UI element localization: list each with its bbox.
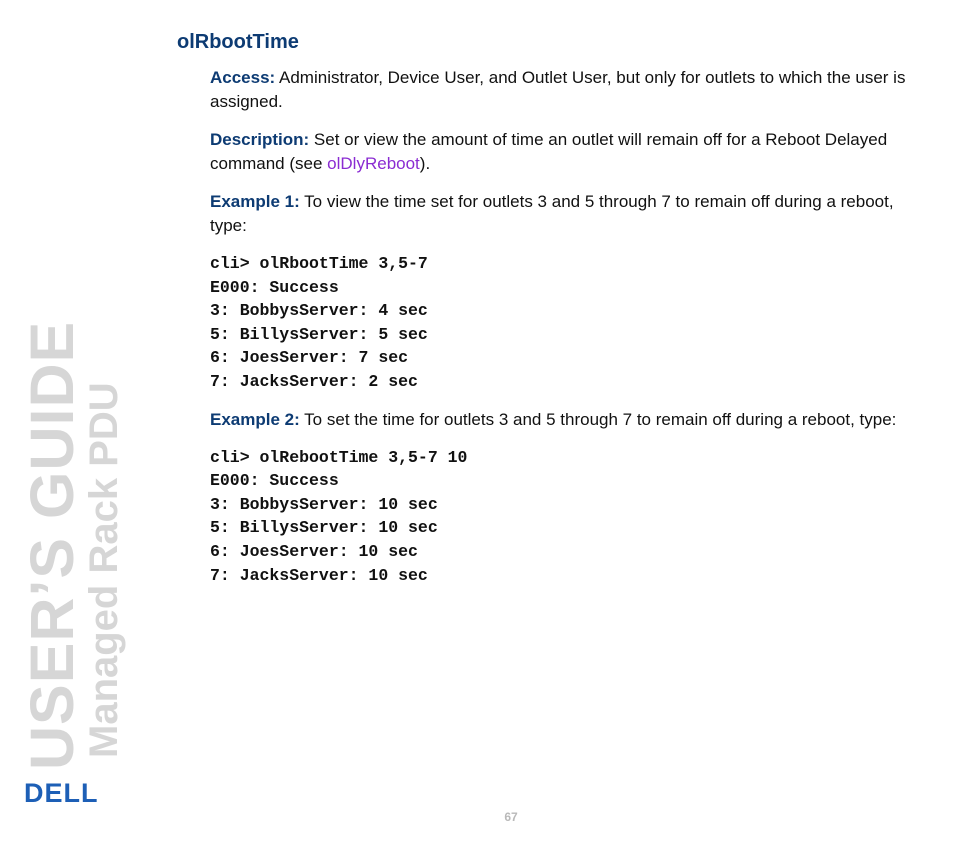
code-line: 3: BobbysServer: 10 sec (210, 494, 438, 514)
example1-label: Example 1: (210, 192, 300, 211)
example2-paragraph (210, 408, 910, 432)
page-title: olRbootTime (177, 31, 299, 53)
code-line: 6: JoesServer: 7 sec (210, 348, 409, 368)
access-paragraph (210, 66, 910, 114)
sidebar-title: USER’S GUIDE (18, 320, 86, 770)
code-line: 7: JacksServer: 2 sec (210, 371, 418, 391)
code-line: 3: BobbysServer: 4 sec (210, 301, 428, 321)
code-line: cli> olRebootTime 3,5-7 10 (210, 447, 468, 467)
access-label: Access: (210, 68, 276, 87)
dell-logo (24, 778, 112, 806)
code-line: E000: Success (210, 277, 339, 297)
content-body (210, 66, 910, 601)
description-text-after: ). (419, 154, 431, 173)
example2-code-block (210, 446, 910, 588)
oldlyreboot-link[interactable]: olDlyReboot (327, 154, 420, 173)
description-label: Description: (210, 130, 310, 149)
code-line: cli> olRbootTime 3,5-7 (210, 254, 428, 273)
example1-paragraph (210, 190, 910, 238)
code-line: E000: Success (210, 471, 339, 491)
example2-text: To set the time for outlets 3 and 5 through 7 to remain off during a reboot, type: (299, 409, 897, 429)
description-paragraph (210, 128, 910, 176)
code-line: 6: JoesServer: 10 sec (210, 541, 418, 561)
access-text: Administrator, Device User, and Outlet User, but only for outlets to which the user is assigned. (210, 68, 906, 111)
page-number: 67 (504, 810, 518, 824)
code-line: 5: BillysServer: 10 sec (210, 518, 438, 538)
code-line: 7: JacksServer: 10 sec (210, 565, 428, 585)
example2-label: Example 2: (210, 409, 300, 429)
sidebar-subtitle: Managed Rack PDU (82, 382, 126, 758)
code-line: 5: BillysServer: 5 sec (210, 324, 428, 344)
example1-text: To view the time set for outlets 3 and 5 through 7 to remain off during a reboot, type: (210, 192, 894, 235)
svg-text:DELL: DELL (24, 778, 99, 806)
description-text-before: Set or view the amount of time an outlet will remain off for a Reboot Delayed command (see (210, 130, 888, 173)
example1-code-block (210, 252, 910, 394)
